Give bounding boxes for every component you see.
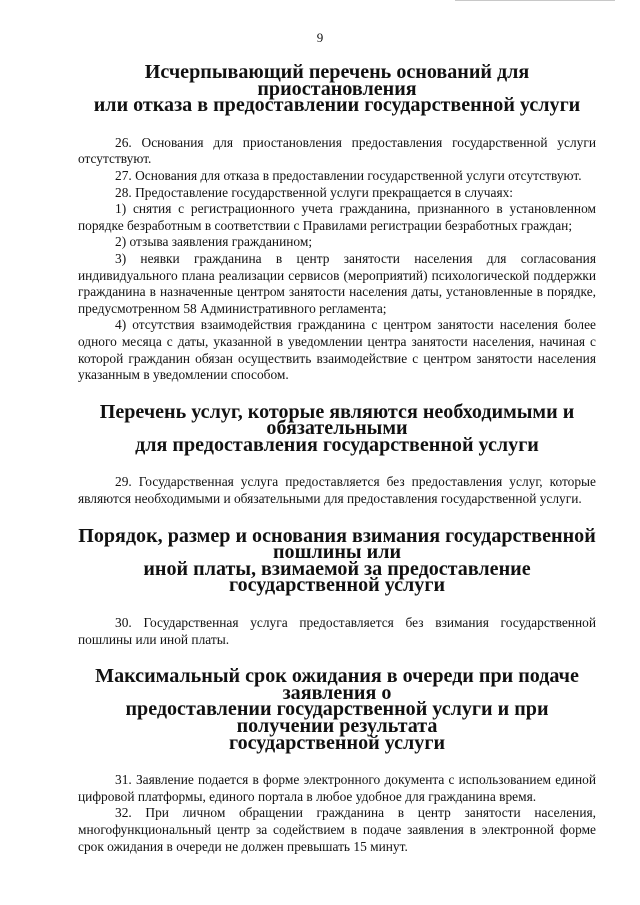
paragraph-28: 28. Предоставление государственной услуги прекращается в случаях: <box>115 184 514 200</box>
paragraph-27: 27. Основания для отказа в предоставлении государственной услуги отсутствуют. <box>115 167 582 183</box>
section-heading <box>78 400 596 456</box>
list-item-4: 4) отсутствия взаимодействия гражданина с центром занятости населения более одного месяца с даты, указанной в уведомлении центра занятости населения, начиная с которой гражданин обязан осуществить взаимодействие с центром занятости населения указанным в уведомлении способом. <box>78 317 596 383</box>
section-required-services <box>78 400 596 508</box>
heading-line: государственной услуги <box>228 731 446 754</box>
heading-line: для предоставления государственной услуги <box>135 433 539 456</box>
paragraph-26: 26. Основания для приостановления предоставления государственной услуги отсутствуют. <box>78 134 596 167</box>
heading-line: или отказа в предоставлении государственной услуги <box>93 94 581 117</box>
paragraph-29: 29. Государственная услуга предоставляется без предоставления услуг, которые являются необходимыми и обязательными для предоставления государственной услуги. <box>78 474 596 507</box>
section-queue-time <box>78 665 596 855</box>
top-rule <box>455 0 615 1</box>
heading-line: Порядок, размер и основания взимания государственной пошлины или <box>78 524 596 564</box>
list-item-1: 1) снятия с регистрационного учета гражданина, признанного в установленном порядке безработным в соответствии с Правилами регистрации безработных граждан; <box>78 201 596 233</box>
paragraph-30: 30. Государственная услуга предоставляется без взимания государственной пошлины или иной платы. <box>78 615 596 647</box>
section-suspension-grounds <box>78 61 596 384</box>
heading-line: иной платы, взимаемой за предоставление государственной услуги <box>143 557 531 597</box>
heading-line: Исчерпывающий перечень оснований для приостановления <box>144 61 530 100</box>
heading-line: предоставлении государственной услуги и при получении результата <box>125 698 549 737</box>
section-heading <box>78 524 596 597</box>
heading-line: Перечень услуг, которые являются необходимыми и обязательными <box>99 400 575 440</box>
page-number: 9 <box>316 30 324 45</box>
heading-line: Максимальный срок ожидания в очереди при подаче заявления о <box>95 665 579 704</box>
document-body <box>78 61 596 855</box>
list-item-3: 3) неявки гражданина в центр занятости населения для согласования индивидуального плана реализации сервисов (мероприятий) психологической поддержки гражданина в назначенные центром занятости населения даты, установленные в порядке, предусмотренном 58 Административного регламента; <box>78 250 596 316</box>
section-heading <box>78 665 596 754</box>
list-item-2: 2) отзыва заявления гражданином; <box>115 234 313 250</box>
paragraph-32: 32. При личном обращении гражданина в центр занятости населения, многофункциональный центр за содействием в подаче заявления в электронной форме срок ожидания в очереди не должен превышать 15 минут. <box>78 805 596 854</box>
paragraph-31: 31. Заявление подается в форме электронного документа с использованием единой цифровой платформы, единого портала в любое удобное для гражданина время. <box>78 772 596 804</box>
section-fees <box>78 524 596 649</box>
section-heading <box>78 61 596 117</box>
